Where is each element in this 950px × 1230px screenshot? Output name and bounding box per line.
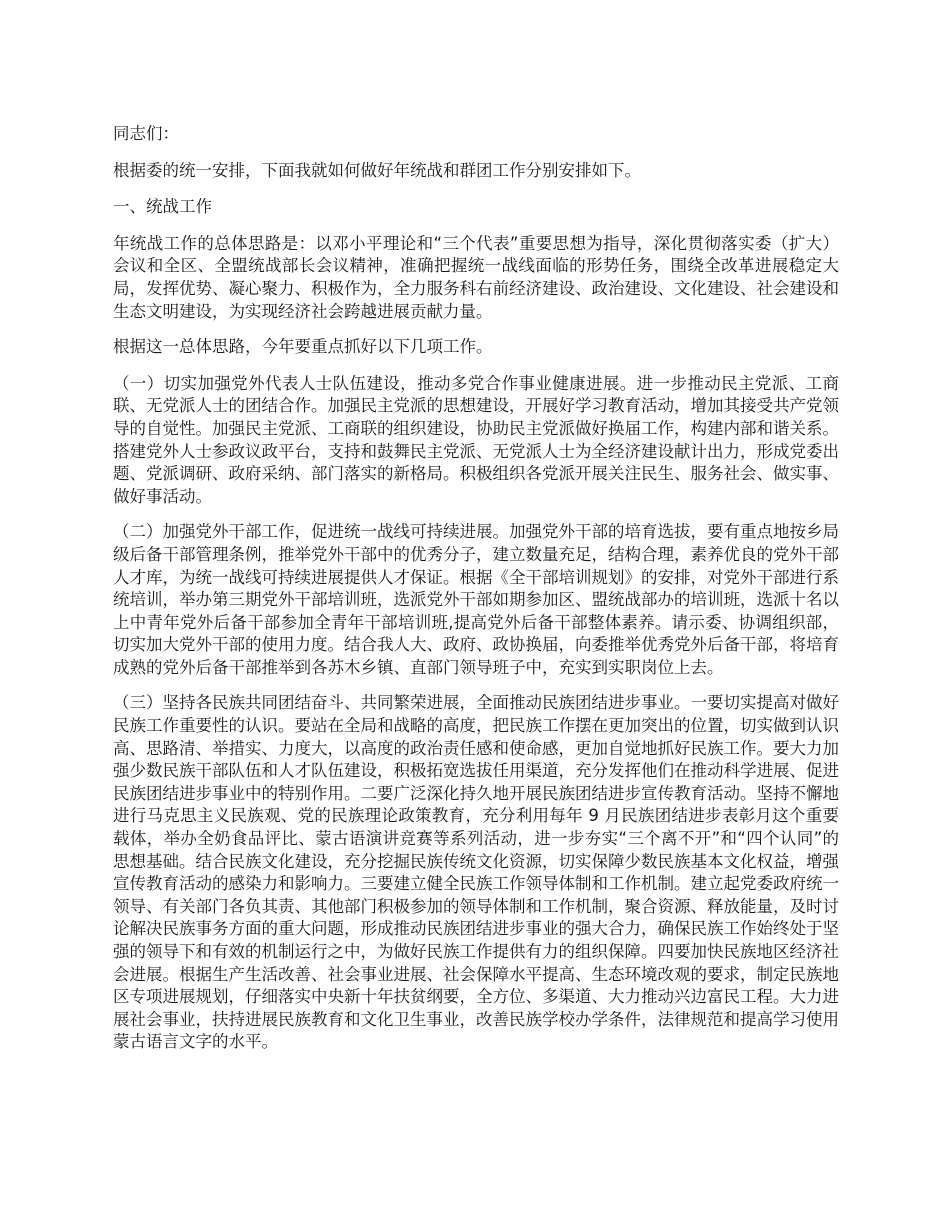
section-title: 一、统战工作 xyxy=(113,197,212,217)
paragraph-task-1: （一）切实加强党外代表人士队伍建设，推动多党合作事业健康进展。进一步推动民主党派、工商联、无党派人士的团结合作。加强民主党派的思想建设，开展好学习教育活动，增加其接受共产党领导的自觉性。加强民主党派、工商联的组织建设，协助民主党派做好换届工作，构建内部和谐关系。搭建党外人士参政议政平台，支持和鼓舞民主党派、无党派人士为全经济建设献计出力，形成党委出题、党派调研、政府采纳、部门落实的新格局。积极组织各党派开展关注民生、服务社会、做实事、做好事活动。 xyxy=(113,373,839,506)
paragraph-task-2: （二）加强党外干部工作，促进统一战线可持续进展。加强党外干部的培育选拔，要有重点地按乡局级后备干部管理条例，推举党外干部中的优秀分子，建立数量充足，结构合理，素养优良的党外干部人才库，为统一战线可持续进展提供人才保证。根据《全干部培训规划》的安排，对党外干部进行系统培训，举办第三期党外干部培训班，选派党外干部如期参加区、盟统战部办的培训班，选派十名以上中青年党外后备干部参加全青年干部培训班,提高党外后备干部整体素养。请示委、协调组织部，切实加大党外干部的使用力度。结合我人大、政府、政协换届，向委推举优秀党外后备干部，将培育成熟的党外后备干部推举到各苏木乡镇、直部门领导班子中，充实到实职岗位上去。 xyxy=(113,522,839,677)
paragraph-overall-approach: 年统战工作的总体思路是：以邓小平理论和“三个代表”重要思想为指导，深化贯彻落实委（扩大）会议和全区、全盟统战部长会议精神，准确把握统一战线面临的形势任务，围绕全改革进展稳定大局，发挥优势、凝心聚力、积极作为，全力服务科右前经济建设、政治建设、文化建设、社会建设和生态文明建设，为实现经济社会跨越进展贡献力量。 xyxy=(113,233,839,321)
document-body xyxy=(113,123,839,1067)
paragraph-key-tasks: 根据这一总体思路，今年要重点抓好以下几项工作。 xyxy=(113,337,493,357)
paragraph-task-3: （三）坚持各民族共同团结奋斗、共同繁荣进展，全面推动民族团结进步事业。一要切实提高对做好民族工作重要性的认识。要站在全局和战略的高度，把民族工作摆在更加突出的位置，切实做到认识高、思路清、举措实、力度大，以高度的政治责任感和使命感，更加自觉地抓好民族工作。要大力加强少数民族干部队伍和人才队伍建设，积极拓宽选拔任用渠道，充分发挥他们在推动科学进展、促进民族团结进步事业中的特别作用。二要广泛深化持久地开展民族团结进步宣传教育活动。坚持不懈地进行马克思主义民族观、党的民族理论政策教育，充分利用每年 9 月民族团结进步表彰月这个重要载体，举办全奶食品评比、蒙古语演讲竞赛等系列活动，进一步夯实“三个离不开”和“四个认同”的思想基础。结合民族文化建设，充分挖掘民族传统文化资源，切实保障少数民族基本文化权益，增强宣传教育活动的感染力和影响力。三要建立健全民族工作领导体制和工作机制。建立起党委政府统一领导、有关部门各负其责、其他部门积极参加的领导体制和工作机制，聚合资源、释放能量，及时讨论解决民族事务方面的重大问题，形成推动民族团结进步事业的强大合力，确保民族工作始终处于坚强的领导下和有效的机制运行之中，为做好民族工作提供有力的组织保障。四要加快民族地区经济社会进展。根据生产生活改善、社会事业进展、社会保障水平提高、生态环境改观的要求，制定民族地区专项进展规划，仔细落实中央新十年扶贫纲要，全方位、多渠道、大力推动兴边富民工程。大力进展社会事业，扶持进展民族教育和文化卫生事业，改善民族学校办学条件，法律规范和提高学习使用蒙古语言文字的水平。 xyxy=(113,693,839,1052)
salutation: 同志们： xyxy=(113,124,179,143)
intro-paragraph: 根据委的统一安排，下面我就如何做好年统战和群团工作分别安排如下。 xyxy=(113,160,641,180)
